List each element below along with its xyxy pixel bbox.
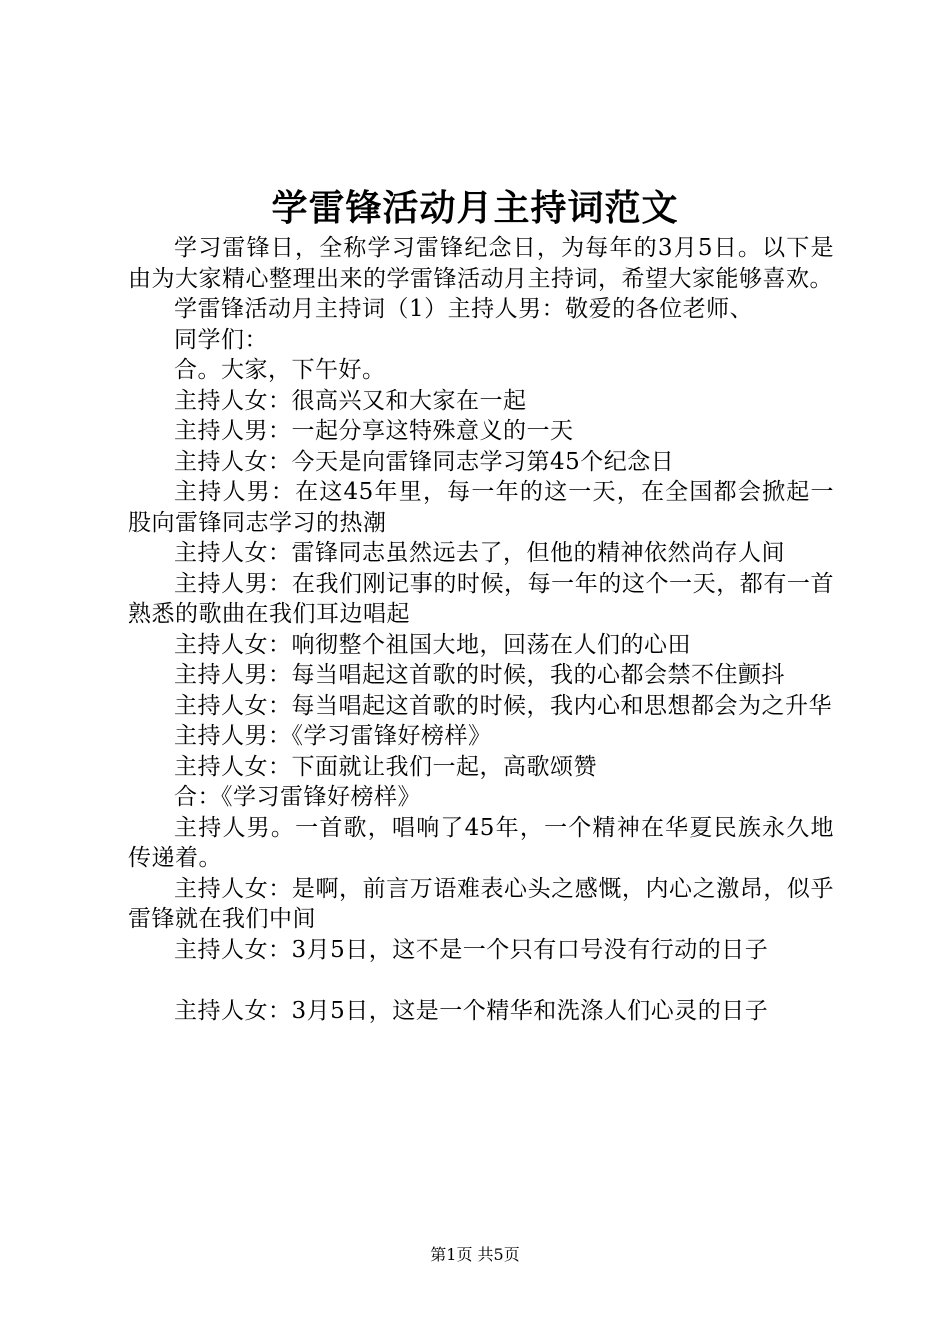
paragraph: 主持人女：响彻整个祖国大地，回荡在人们的心田	[174, 631, 691, 658]
paragraph: 合。大家，下午好。	[174, 357, 386, 383]
paragraph: 同学们：	[174, 326, 268, 353]
paragraph: 主持人男。一首歌，唱响了45年，一个精神在华夏民族永久地传递着。	[128, 814, 834, 871]
paragraph: 主持人女：3月5日，这不是一个只有口号没有行动的日子	[174, 936, 769, 963]
paragraph: 主持人女：每当唱起这首歌的时候，我内心和思想都会为之升华	[174, 692, 832, 719]
paragraph: 主持人男：一起分享这特殊意义的一天	[174, 418, 574, 444]
paragraph-gap	[128, 965, 834, 996]
paragraph: 学雷锋活动月主持词（1）主持人男：敬爱的各位老师、	[174, 296, 754, 322]
paragraph: 主持人女：今天是向雷锋同志学习第45个纪念日	[174, 448, 675, 475]
paragraph: 主持人女：雷锋同志虽然远去了，但他的精神依然尚存人间	[174, 540, 785, 566]
paragraph: 主持人男：《学习雷锋好榜样》	[174, 723, 492, 749]
paragraph: 主持人女：很高兴又和大家在一起	[174, 387, 527, 414]
paragraph: 主持人男：每当唱起这首歌的时候，我的心都会禁不住颤抖	[174, 662, 785, 688]
paragraph: 学习雷锋日，全称学习雷锋纪念日，为每年的3月5日。以下是由为大家精心整理出来的学雷锋活动月主持词，希望大家能够喜欢。	[128, 235, 834, 292]
paragraph: 主持人女：下面就让我们一起，高歌颂赞	[174, 753, 597, 780]
paragraph: 主持人女：是啊，前言万语难表心头之感慨，内心之激昂，似乎雷锋就在我们中间	[128, 875, 834, 932]
paragraph: 主持人女：3月5日，这是一个精华和洗涤人们心灵的日子	[174, 997, 769, 1024]
page-footer: 第1页 共5页	[430, 1245, 520, 1264]
paragraph: 合：《学习雷锋好榜样》	[174, 784, 421, 810]
paragraph: 主持人男：在这45年里，每一年的这一天，在全国都会掀起一股向雷锋同志学习的热潮	[128, 479, 834, 536]
document-body	[128, 233, 834, 1026]
paragraph: 主持人男：在我们刚记事的时候，每一年的这个一天，都有一首熟悉的歌曲在我们耳边唱起	[128, 570, 834, 627]
document-title: 学雷锋活动月主持词范文	[271, 187, 679, 229]
